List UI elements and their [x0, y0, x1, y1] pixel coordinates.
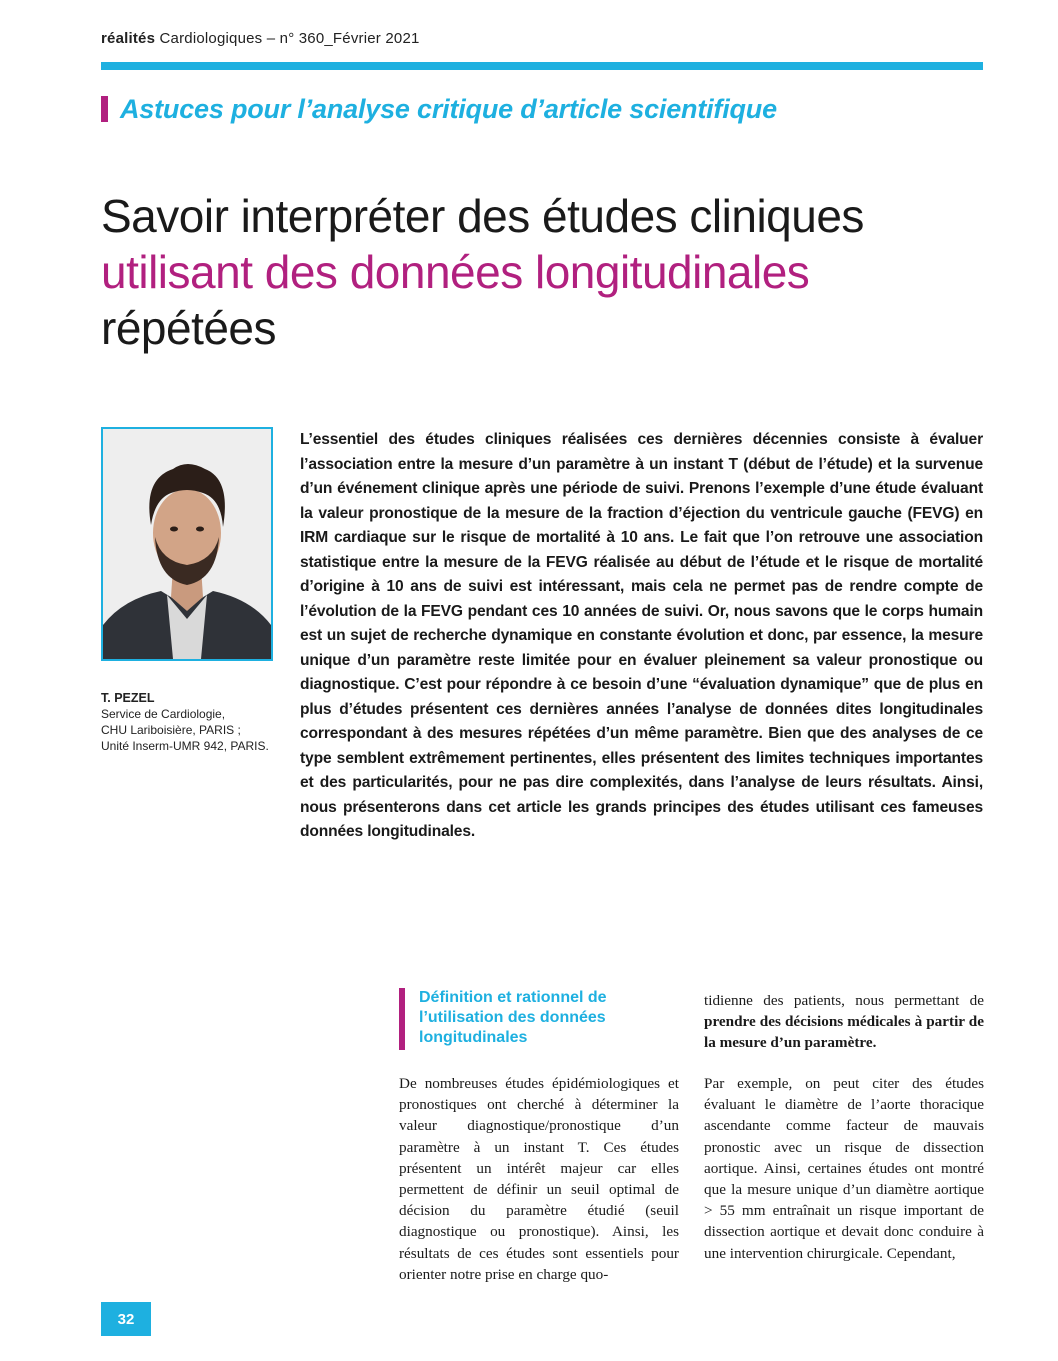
- author-block: [101, 690, 291, 754]
- right-column-top-b: prendre des décisions médicales à partir de la mesure d’un paramètre.: [704, 1013, 984, 1052]
- journal-issue: Cardiologiques – n° 360_Février 2021: [159, 30, 420, 47]
- header-rule: [101, 62, 983, 70]
- article-title: [101, 188, 961, 356]
- journal-brand: réalités: [101, 30, 156, 47]
- subheading-text: Définition et rationnel de l’utilisation des données longitudinales: [419, 989, 607, 1046]
- author-affiliation-3: Unité Inserm-UMR 942, PARIS.: [101, 739, 269, 753]
- journal-header: [101, 30, 420, 47]
- kicker-text: Astuces pour l’analyse critique d’article scientifique: [120, 93, 777, 124]
- page-number: 32: [101, 1302, 151, 1336]
- right-column-body: Par exemple, on peut citer des études évaluant le diamètre de l’aorte thoracique ascendante comme facteur de mauvais pronostic avec un risque de dissection aortique. Ainsi, certaines études ont montré que la mesure unique d’un diamètre aortique > 55 mm entraînait un risque important de dissection aortique et devait donc conduire à une intervention chirurgicale. Cependant,: [704, 1075, 984, 1262]
- title-line-2: utilisant des données longitudinales: [101, 246, 810, 298]
- author-photo: [101, 427, 273, 661]
- left-column-body: De nombreuses études épidémiologiques et pronostiques ont cherché à déterminer la valeur diagnostique/pronostique d’un paramètre à un instant T. Ces études présentent un intérêt majeur car elles permettent de définir un seuil optimal de décision du paramètre étudié (seuil diagnostique ou pronostique). Ainsi, les résultats de ces études sont essentiels pour orienter notre prise en charge quo-: [399, 1075, 679, 1283]
- title-line-3: répétées: [101, 302, 277, 354]
- author-affiliation-2: CHU Lariboisière, PARIS ;: [101, 723, 241, 737]
- title-line-1: Savoir interpréter des études cliniques: [101, 190, 864, 242]
- lede-paragraph: L’essentiel des études cliniques réalisées ces dernières décennies consiste à évaluer l’association entre la mesure d’un paramètre à un instant T (début de l’étude) et la survenue d’un événement clinique après une période de suivi. Prenons l’exemple d’une étude évaluant la valeur pronostique de la mesure de la fraction d’éjection du ventricule gauche (FEVG) en IRM cardiaque sur le risque de mortalité à 10 ans. Le fait que l’on retrouve une association statistique entre la mesure de la FEVG réalisée au début de l’étude et le risque de mortalité d’origine à 10 ans de suivi est intéressant, mais cela ne permet pas de rendre compte de l’évolution de la FEVG pendant ces 10 années de suivi. Or, nous savons que le corps humain est un sujet de recherche dynamique en constante évolution et donc, par essence, la mesure unique d’un paramètre reste limitée pour en évaluer pleinement sa valeur pronostique ou diagnostique. C’est pour répondre à ce besoin d’une “évaluation dynamique” que de plus en plus d’études présentent ces dernières années l’analyse de données dites longitudinales correspondant à des mesures répétées d’un même paramètre. Bien que des analyses de ce type semblent extrêmement pertinentes, elles présentent des limites techniques importantes et des particularités, pour ne pas dire complexités, dans l’analyse de leurs résultats. Ainsi, nous présenterons dans cet article les grands principes des études utilisant ces fameuses données longitudinales.: [300, 431, 983, 840]
- section-subheading: [399, 988, 669, 1050]
- kicker-bar: [101, 96, 108, 122]
- subheading-bar: [399, 988, 405, 1050]
- author-name: T. PEZEL: [101, 691, 155, 705]
- author-portrait-icon: [103, 429, 271, 659]
- right-column-top-a: tidienne des patients, nous permettant de: [704, 992, 984, 1009]
- author-affiliation-1: Service de Cardiologie,: [101, 707, 226, 721]
- right-column-top: [704, 990, 984, 1054]
- section-kicker: [101, 94, 777, 124]
